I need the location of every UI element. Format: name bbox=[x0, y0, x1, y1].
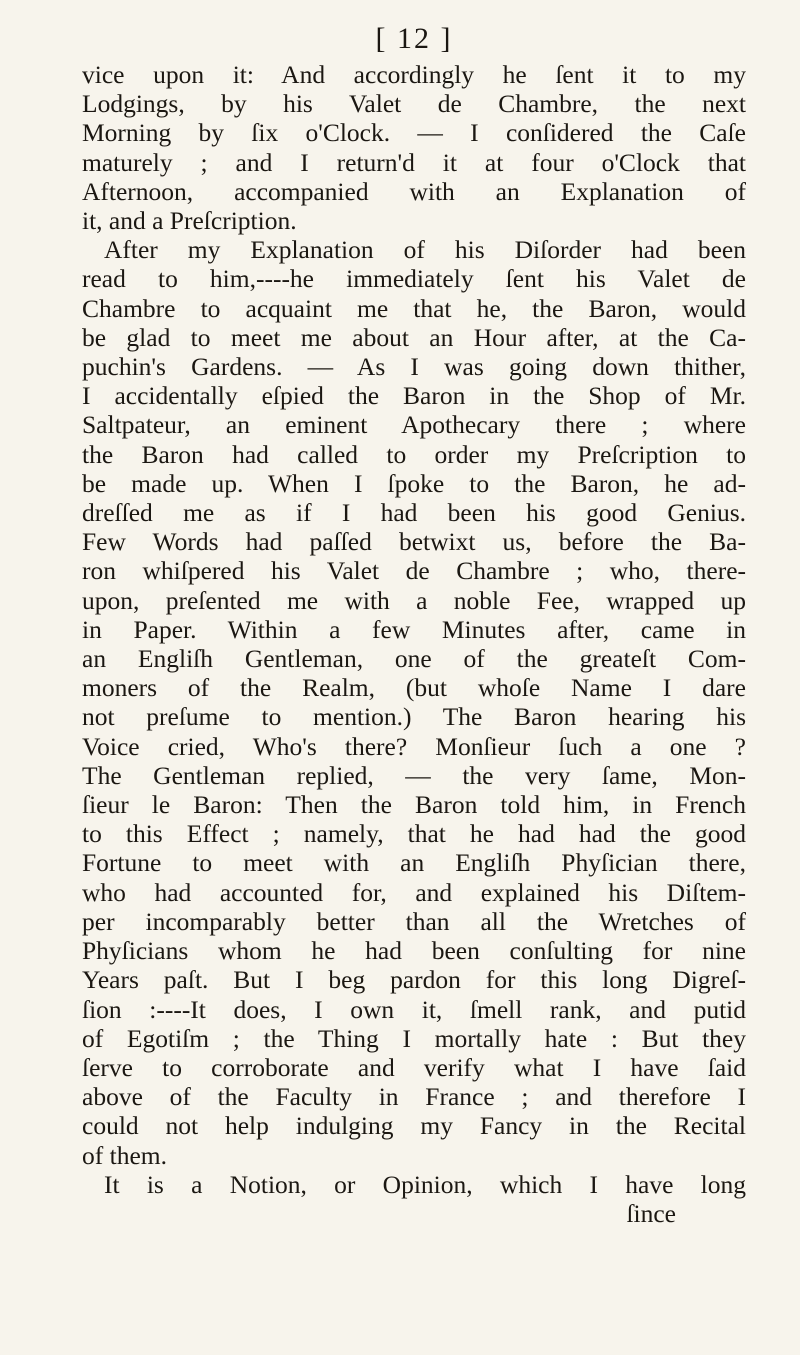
catchword: ſince bbox=[626, 1198, 676, 1228]
text-line: dreſſed me as if I had been his good Genius. bbox=[82, 498, 746, 528]
text-line: per incomparably better than all the Wretches of bbox=[82, 906, 746, 936]
text-line: read to him,----he immediately ſent his Valet de bbox=[82, 264, 746, 294]
text-line: Years paſt. But I beg pardon for this long Digreſ- bbox=[82, 965, 746, 995]
text-line: Voice cried, Who's there? Monſieur ſuch a one ? bbox=[82, 731, 746, 761]
text-line: who had accounted for, and explained his Diſtem- bbox=[82, 877, 746, 907]
text-line: ſieur le Baron: Then the Baron told him, in French bbox=[82, 790, 746, 820]
text-line: upon, preſented me with a noble Fee, wrapped up bbox=[82, 585, 746, 615]
text-line: be made up. When I ſpoke to the Baron, he ad- bbox=[82, 468, 746, 498]
text-line: After my Explanation of his Diſorder had been bbox=[104, 235, 746, 265]
text-line: Few Words had paſſed betwixt us, before the Ba- bbox=[82, 527, 746, 557]
text-line: ron whiſpered his Valet de Chambre ; who, there- bbox=[82, 556, 746, 586]
text-line: Afternoon, accompanied with an Explanation of bbox=[82, 176, 746, 206]
text-line: moners of the Realm, (but whoſe Name I dare bbox=[82, 673, 746, 703]
text-line: It is a Notion, or Opinion, which I have long bbox=[104, 1169, 746, 1199]
text-line: above of the Faculty in France ; and therefore I bbox=[82, 1082, 746, 1112]
text-line: vice upon it: And accordingly he ſent it to my bbox=[82, 60, 746, 89]
text-line: could not help indulging my Fancy in the Recital bbox=[82, 1111, 746, 1141]
text-line: Morning by ſix o'Clock. — I conſidered the Caſe bbox=[82, 118, 746, 148]
text-line: I accidentally eſpied the Baron in the Shop of Mr. bbox=[82, 381, 746, 411]
text-line: The Gentleman replied, — the very ſame, Mon- bbox=[82, 760, 746, 790]
text-line: be glad to meet me about an Hour after, at the Ca- bbox=[82, 322, 746, 352]
paragraph-2 bbox=[82, 235, 746, 1170]
text-line: not preſume to mention.) The Baron hearing his bbox=[82, 702, 746, 732]
text-line: Chambre to acquaint me that he, the Baron, would bbox=[82, 293, 746, 323]
text-line: Lodgings, by his Valet de Chambre, the next bbox=[82, 89, 746, 119]
text-line: an Engliſh Gentleman, one of the greateſt Com- bbox=[82, 644, 746, 674]
paragraph-1 bbox=[82, 60, 746, 235]
text-line: ſion :----It does, I own it, ſmell rank, and putid bbox=[82, 994, 746, 1024]
text-line: of Egotiſm ; the Thing I mortally hate : But they bbox=[82, 1023, 746, 1053]
text-line: of them. bbox=[82, 1140, 167, 1170]
text-line: Fortune to meet with an Engliſh Phyſician there, bbox=[82, 848, 746, 878]
text-line: ſerve to corroborate and verify what I have ſaid bbox=[82, 1052, 746, 1082]
text-line: puchin's Gardens. — As I was going down thither, bbox=[82, 352, 746, 382]
text-line: in Paper. Within a few Minutes after, came in bbox=[82, 614, 746, 644]
text-line: the Baron had called to order my Preſcription to bbox=[82, 439, 746, 469]
text-line: maturely ; and I return'd it at four o'Clock that bbox=[82, 147, 746, 177]
text-line: Saltpateur, an eminent Apothecary there ; where bbox=[82, 410, 746, 440]
text-line: it, and a Preſcription. bbox=[82, 206, 297, 236]
text-line: Phyſicians whom he had been conſulting for nine bbox=[82, 936, 746, 966]
page-number: [ 12 ] bbox=[375, 22, 453, 55]
text-line: to this Effect ; namely, that he had had the good bbox=[82, 819, 746, 849]
paragraph-3 bbox=[82, 1170, 746, 1199]
